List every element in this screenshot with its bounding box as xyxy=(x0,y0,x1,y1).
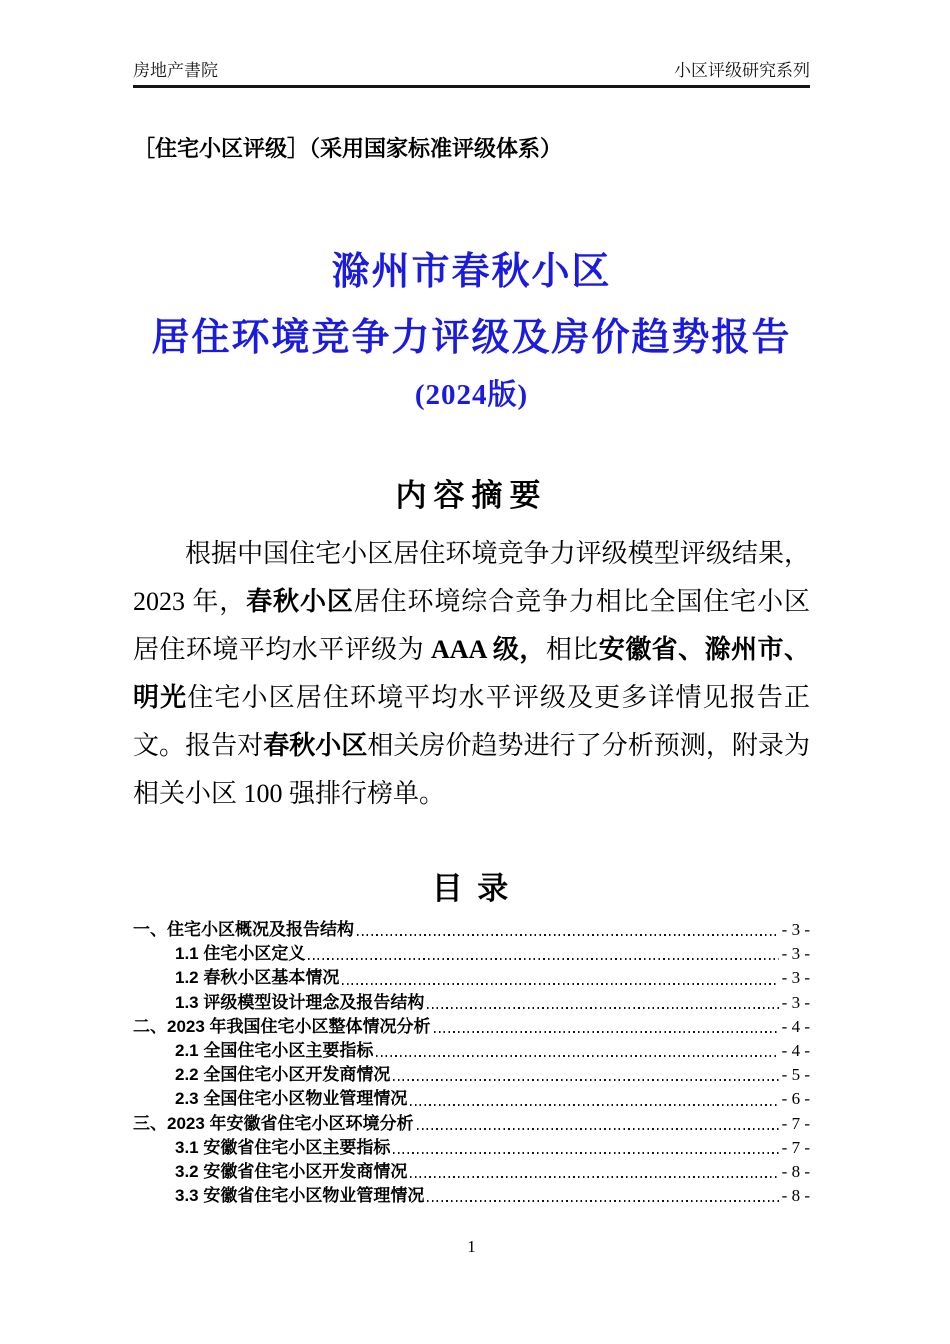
toc-item-label: 一、住宅小区概况及报告结构 xyxy=(133,920,354,939)
toc-page-number: - 8 - xyxy=(781,1161,810,1181)
header-right-text: 小区评级研究系列 xyxy=(674,61,810,80)
toc-item-label: 1.2 春秋小区基本情况 xyxy=(175,968,340,988)
toc-list xyxy=(133,918,810,1208)
toc-dot-leader xyxy=(427,991,778,1015)
toc-dot-leader xyxy=(427,1184,778,1208)
header-left-text: 房地产書院 xyxy=(133,61,218,80)
toc-dot-leader xyxy=(434,1015,779,1039)
toc-dot-leader xyxy=(410,1160,778,1184)
summary-text-run: 根据中国住宅小区居住环境竞争力评级模型评级结果，2023 年， xyxy=(133,539,810,616)
toc-item-label: 3.2 安徽省住宅小区开发商情况 xyxy=(175,1161,408,1181)
summary-text-run: 春秋小区 xyxy=(246,587,354,616)
toc-page-number: - 3 - xyxy=(781,968,810,988)
toc-page-number: - 5 - xyxy=(781,1065,810,1085)
toc-dot-leader xyxy=(308,942,778,966)
toc-row[interactable] xyxy=(133,1087,810,1111)
toc-page-number: - 7 - xyxy=(781,1113,810,1133)
summary-text-run: 春秋小区 xyxy=(263,731,368,760)
toc-item-label: 2.1 全国住宅小区主要指标 xyxy=(175,1040,374,1060)
toc-item-label: 三、2023 年安徽省住宅小区环境分析 xyxy=(133,1113,414,1133)
summary-text-run: 相比 xyxy=(545,635,599,664)
toc-row[interactable] xyxy=(133,1184,810,1208)
toc-dot-leader xyxy=(342,966,778,990)
classification-label: ［住宅小区评级］（采用国家标准评级体系） xyxy=(133,136,563,161)
toc-row[interactable] xyxy=(133,966,810,990)
toc-heading: 目 录 xyxy=(431,871,512,906)
page-number: 1 xyxy=(467,1237,476,1257)
toc-row[interactable] xyxy=(133,918,810,942)
toc-page-number: - 4 - xyxy=(781,1040,810,1060)
report-title-line1: 滁州市春秋小区 xyxy=(331,251,612,293)
report-title-block xyxy=(133,239,810,419)
toc-dot-leader xyxy=(376,1039,778,1063)
toc-item-label: 1.1 住宅小区定义 xyxy=(175,944,306,964)
toc-dot-leader xyxy=(357,918,779,942)
toc-page-number: - 3 - xyxy=(781,992,810,1012)
page-header xyxy=(133,60,810,88)
toc-page-number: - 6 - xyxy=(781,1089,810,1109)
summary-paragraph xyxy=(133,530,810,818)
toc-item-label: 二、2023 年我国住宅小区整体情况分析 xyxy=(133,1016,431,1036)
summary-text-run: 安徽省、滁州市、明光 xyxy=(133,635,810,712)
summary-text-run: 居住环境综合竞争力相比全国住宅小区居住环境平均水平评级为 xyxy=(133,587,810,664)
summary-text-run: 住宅小区居住环境平均水平评级及更多详情见报告正文。报告对 xyxy=(133,683,810,760)
toc-row[interactable] xyxy=(133,1136,810,1160)
report-title-line2: 居住环境竞争力评级及房价趋势报告 xyxy=(151,317,792,359)
toc-page-number: - 3 - xyxy=(781,944,810,964)
toc-row[interactable] xyxy=(133,1160,810,1184)
toc-item-label: 2.2 全国住宅小区开发商情况 xyxy=(175,1065,391,1085)
toc-row[interactable] xyxy=(133,991,810,1015)
summary-text-run: AAA 级， xyxy=(431,635,546,664)
toc-dot-leader xyxy=(393,1136,778,1160)
toc-item-label: 2.3 全国住宅小区物业管理情况 xyxy=(175,1089,408,1109)
toc-dot-leader xyxy=(410,1087,778,1111)
toc-item-label: 3.1 安徽省住宅小区主要指标 xyxy=(175,1137,391,1157)
toc-item-label: 1.3 评级模型设计理念及报告结构 xyxy=(175,992,425,1012)
summary-text-run: 相关房价趋势进行了分析预测，附录为相关小区 100 强排行榜单。 xyxy=(133,731,810,808)
toc-page-number: - 7 - xyxy=(781,1137,810,1157)
report-edition: (2024版) xyxy=(414,379,529,411)
toc-page-number: - 8 - xyxy=(781,1186,810,1206)
toc-page-number: - 4 - xyxy=(781,1016,810,1036)
toc-dot-leader xyxy=(393,1063,778,1087)
toc-dot-leader xyxy=(417,1112,779,1136)
toc-row[interactable] xyxy=(133,1039,810,1063)
toc-item-label: 3.3 安徽省住宅小区物业管理情况 xyxy=(175,1186,425,1206)
toc-page-number: - 3 - xyxy=(781,920,810,939)
toc-row[interactable] xyxy=(133,1112,810,1136)
toc-row[interactable] xyxy=(133,1063,810,1087)
toc-row[interactable] xyxy=(133,1015,810,1039)
summary-heading: 内容摘要 xyxy=(395,478,548,513)
toc-row[interactable] xyxy=(133,942,810,966)
